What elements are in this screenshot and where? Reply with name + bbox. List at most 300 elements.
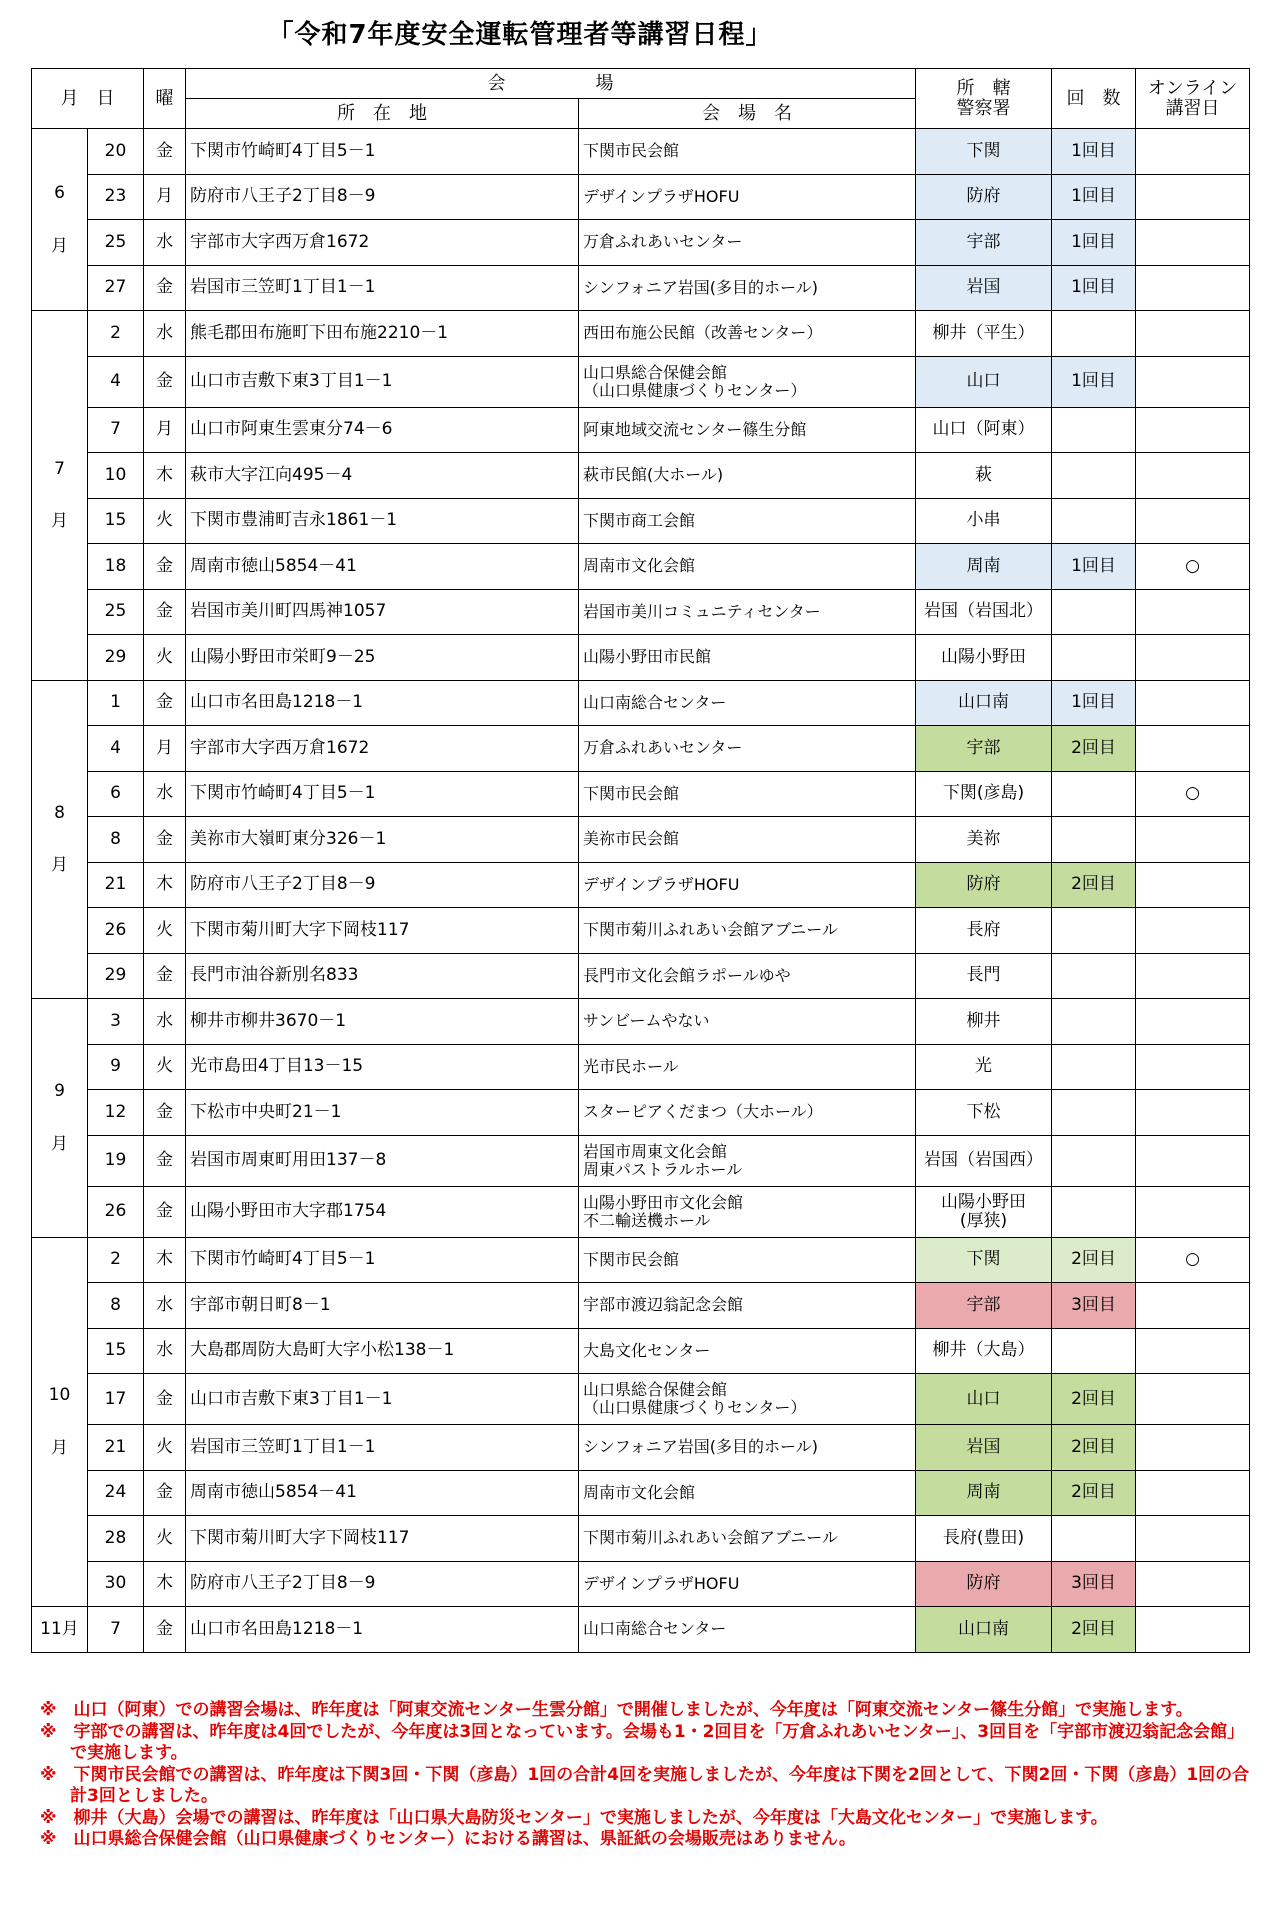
online-cell xyxy=(1136,953,1250,999)
station-line: 宇部 xyxy=(966,737,1001,758)
day-cell: 15 xyxy=(88,498,144,544)
weekday-cell: 金 xyxy=(144,953,186,999)
station-line: 周南 xyxy=(966,555,1001,576)
address-header: 所 在 地 xyxy=(186,99,579,129)
station-cell xyxy=(916,407,1052,453)
count-cell xyxy=(1052,953,1136,999)
count-cell xyxy=(1052,908,1136,954)
table-row xyxy=(32,1186,1250,1237)
station-line: 防府 xyxy=(966,1573,1001,1594)
venue-cell xyxy=(579,1328,916,1374)
venue-cell xyxy=(579,1283,916,1329)
venue-cell xyxy=(579,1237,916,1283)
venue-line: 山口県総合保健会館 xyxy=(583,1380,728,1400)
station-cell xyxy=(916,999,1052,1045)
day-cell: 29 xyxy=(88,953,144,999)
month-label: 9 xyxy=(54,1081,65,1102)
day-cell: 26 xyxy=(88,1186,144,1237)
station-line: 長府(豊田) xyxy=(942,1527,1025,1548)
station-cell xyxy=(916,1237,1052,1283)
table-header xyxy=(32,69,1250,129)
day-cell: 3 xyxy=(88,999,144,1045)
day-cell: 2 xyxy=(88,1237,144,1283)
station-line: 柳井 xyxy=(966,1010,1001,1031)
station-line: 防府 xyxy=(966,186,1001,207)
table-row xyxy=(32,635,1250,681)
station-cell xyxy=(916,817,1052,863)
online-cell xyxy=(1136,1425,1250,1471)
venue-line: （山口県健康づくりセンター） xyxy=(583,380,807,400)
address-cell: 山陽小野田市栄町9－25 xyxy=(186,635,579,681)
count-cell: 3回目 xyxy=(1052,1561,1136,1607)
month-cell xyxy=(32,311,88,681)
count-cell: 1回目 xyxy=(1052,356,1136,407)
venue-line: 周南市文化会館 xyxy=(583,1482,696,1502)
station-cell xyxy=(916,1561,1052,1607)
venue-cell xyxy=(579,680,916,726)
month-day-header: 月 日 xyxy=(32,69,144,129)
venue-line: スターピアくだまつ（大ホール） xyxy=(583,1102,823,1122)
weekday-cell: 金 xyxy=(144,1374,186,1425)
table-row xyxy=(32,220,1250,266)
address-cell: 大島郡周防大島町大字小松138－1 xyxy=(186,1328,579,1374)
month-cell xyxy=(32,680,88,999)
station-cell xyxy=(916,1607,1052,1653)
table-row xyxy=(32,1328,1250,1374)
count-cell: 2回目 xyxy=(1052,1607,1136,1653)
weekday-cell: 金 xyxy=(144,1186,186,1237)
venue-line: 萩市民館(大ホール) xyxy=(583,465,724,485)
venue-cell xyxy=(579,953,916,999)
venue-name-header: 会 場 名 xyxy=(579,99,916,129)
venue-line: 万倉ふれあいセンター xyxy=(583,232,743,252)
venue-cell xyxy=(579,1607,916,1653)
weekday-cell: 金 xyxy=(144,680,186,726)
address-cell: 下関市竹崎町4丁目5－1 xyxy=(186,771,579,817)
month-label: 月 xyxy=(51,855,68,876)
table-row xyxy=(32,862,1250,908)
weekday-cell: 月 xyxy=(144,407,186,453)
day-cell: 25 xyxy=(88,220,144,266)
day-cell: 24 xyxy=(88,1470,144,1516)
venue-line: サンビームやない xyxy=(583,1011,710,1031)
venue-line: 長門市文化会館ラポールゆや xyxy=(583,965,791,985)
count-cell xyxy=(1052,1135,1136,1186)
address-cell: 柳井市柳井3670－1 xyxy=(186,999,579,1045)
note-item: ※ 山口県総合保健会館（山口県健康づくりセンター）における講習は、県証紙の会場販売はありません。 xyxy=(40,1829,856,1850)
weekday-cell: 金 xyxy=(144,1135,186,1186)
weekday-cell: 火 xyxy=(144,1044,186,1090)
venue-line: 下関市菊川ふれあい会館アブニール xyxy=(583,1528,838,1548)
station-line: 防府 xyxy=(966,874,1001,895)
table-row xyxy=(32,1374,1250,1425)
venue-cell xyxy=(579,908,916,954)
count-cell xyxy=(1052,999,1136,1045)
venue-cell xyxy=(579,1186,916,1237)
table-row xyxy=(32,680,1250,726)
day-cell: 4 xyxy=(88,356,144,407)
day-cell: 23 xyxy=(88,174,144,220)
online-cell xyxy=(1136,999,1250,1045)
table-body xyxy=(32,129,1250,1653)
address-cell: 山口市吉敷下東3丁目1－1 xyxy=(186,356,579,407)
station-line: 下関 xyxy=(966,140,1001,161)
count-cell: 2回目 xyxy=(1052,1425,1136,1471)
venue-line: 不二輸送機ホール xyxy=(583,1210,711,1230)
month-label: 7 xyxy=(54,458,65,479)
day-cell: 29 xyxy=(88,635,144,681)
weekday-cell: 火 xyxy=(144,908,186,954)
online-cell xyxy=(1136,862,1250,908)
weekday-cell: 水 xyxy=(144,1328,186,1374)
count-cell xyxy=(1052,498,1136,544)
venue-line: 周南市文化会館 xyxy=(583,556,696,576)
day-cell: 21 xyxy=(88,862,144,908)
online-cell xyxy=(1136,1516,1250,1562)
station-line: 光 xyxy=(975,1056,992,1077)
station-cell xyxy=(916,1186,1052,1237)
online-cell xyxy=(1136,356,1250,407)
online-cell xyxy=(1136,817,1250,863)
station-cell xyxy=(916,265,1052,311)
month-cell xyxy=(32,999,88,1238)
online-cell xyxy=(1136,220,1250,266)
table-row xyxy=(32,1561,1250,1607)
weekday-cell: 木 xyxy=(144,862,186,908)
weekday-cell: 金 xyxy=(144,1470,186,1516)
venue-line: 宇部市渡辺翁記念会館 xyxy=(583,1295,744,1315)
station-cell xyxy=(916,953,1052,999)
count-cell xyxy=(1052,453,1136,499)
venue-line: シンフォニア岩国(多目的ホール) xyxy=(583,277,818,297)
notes-section xyxy=(40,1700,1250,1851)
weekday-cell: 金 xyxy=(144,544,186,590)
venue-cell xyxy=(579,726,916,772)
count-cell xyxy=(1052,589,1136,635)
weekday-cell: 金 xyxy=(144,129,186,175)
venue-line: 岩国市美川コミュニティセンター xyxy=(583,601,821,621)
venue-cell xyxy=(579,1135,916,1186)
station-line: (厚狭) xyxy=(959,1210,1008,1231)
table-row xyxy=(32,1237,1250,1283)
address-cell: 岩国市周東町用田137－8 xyxy=(186,1135,579,1186)
address-cell: 防府市八王子2丁目8－9 xyxy=(186,1561,579,1607)
address-cell: 熊毛郡田布施町下田布施2210－1 xyxy=(186,311,579,357)
address-cell: 萩市大字江向495－4 xyxy=(186,453,579,499)
station-cell xyxy=(916,680,1052,726)
address-cell: 周南市徳山5854－41 xyxy=(186,1470,579,1516)
station-line: 柳井（平生） xyxy=(932,322,1035,343)
count-cell: 2回目 xyxy=(1052,862,1136,908)
venue-cell xyxy=(579,1090,916,1136)
venue-line: 万倉ふれあいセンター xyxy=(583,738,743,758)
address-cell: 下関市菊川町大字下岡枝117 xyxy=(186,1516,579,1562)
day-cell: 8 xyxy=(88,817,144,863)
table-row xyxy=(32,1470,1250,1516)
count-cell xyxy=(1052,1328,1136,1374)
weekday-cell: 火 xyxy=(144,498,186,544)
count-cell xyxy=(1052,635,1136,681)
table-row xyxy=(32,1044,1250,1090)
weekday-cell: 木 xyxy=(144,1561,186,1607)
day-cell: 19 xyxy=(88,1135,144,1186)
venue-line: 下関市民会館 xyxy=(583,783,680,803)
address-cell: 岩国市三笠町1丁目1－1 xyxy=(186,265,579,311)
day-cell: 21 xyxy=(88,1425,144,1471)
count-cell xyxy=(1052,311,1136,357)
table-row xyxy=(32,999,1250,1045)
day-cell: 8 xyxy=(88,1283,144,1329)
online-cell xyxy=(1136,1328,1250,1374)
station-line: 山陽小野田 xyxy=(941,1191,1026,1212)
station-cell xyxy=(916,1470,1052,1516)
station-line: 長府 xyxy=(966,919,1001,940)
address-cell: 山陽小野田市大字郡1754 xyxy=(186,1186,579,1237)
venue-cell xyxy=(579,1470,916,1516)
station-line: 小串 xyxy=(966,510,1001,531)
station-cell xyxy=(916,726,1052,772)
online-cell xyxy=(1136,498,1250,544)
venue-cell xyxy=(579,1561,916,1607)
count-cell xyxy=(1052,817,1136,863)
day-cell: 25 xyxy=(88,589,144,635)
note-item: ※ 山口（阿東）での講習会場は、昨年度は「阿東交流センター生雲分館」で開催しましたが、今年度は「阿東交流センター篠生分館」で実施します。 xyxy=(40,1700,1193,1720)
online-cell xyxy=(1136,453,1250,499)
venue-line: 山口南総合センター xyxy=(583,1619,727,1639)
count-cell: 3回目 xyxy=(1052,1283,1136,1329)
venue-cell xyxy=(579,1425,916,1471)
count-cell: 2回目 xyxy=(1052,1237,1136,1283)
venue-line: デザインプラザHOFU xyxy=(583,1573,740,1593)
venue-line: 西田布施公民館（改善センター） xyxy=(583,323,823,343)
venue-cell xyxy=(579,1516,916,1562)
station-cell xyxy=(916,1374,1052,1425)
station-cell xyxy=(916,311,1052,357)
count-cell: 1回目 xyxy=(1052,265,1136,311)
station-line: 山口（阿東） xyxy=(932,419,1035,440)
count-cell: 2回目 xyxy=(1052,1374,1136,1425)
venue-line: 山口県総合保健会館 xyxy=(583,362,728,382)
address-cell: 防府市八王子2丁目8－9 xyxy=(186,862,579,908)
venue-cell xyxy=(579,129,916,175)
weekday-cell: 水 xyxy=(144,311,186,357)
day-cell: 17 xyxy=(88,1374,144,1425)
count-header: 回 数 xyxy=(1052,69,1136,129)
venue-line: （山口県健康づくりセンター） xyxy=(583,1398,807,1417)
venue-cell xyxy=(579,311,916,357)
table-row xyxy=(32,544,1250,590)
day-cell: 10 xyxy=(88,453,144,499)
count-cell: 2回目 xyxy=(1052,726,1136,772)
station-line: 山陽小野田 xyxy=(941,646,1026,667)
month-label: 8 xyxy=(54,802,65,823)
table-row xyxy=(32,129,1250,175)
station-line: 下松 xyxy=(966,1101,1001,1122)
station-line: 下関 xyxy=(966,1249,1001,1270)
count-cell xyxy=(1052,1090,1136,1136)
station-line: 岩国（岩国北） xyxy=(924,601,1043,622)
venue-cell xyxy=(579,635,916,681)
table-row xyxy=(32,498,1250,544)
venue-line: 周東パストラルホール xyxy=(583,1159,743,1179)
weekday-cell: 水 xyxy=(144,771,186,817)
address-cell: 防府市八王子2丁目8－9 xyxy=(186,174,579,220)
day-cell: 4 xyxy=(88,726,144,772)
table-row xyxy=(32,817,1250,863)
venue-cell xyxy=(579,265,916,311)
venue-line: 美祢市民会館 xyxy=(583,829,680,849)
venue-line: 山陽小野田市民館 xyxy=(583,647,712,667)
address-cell: 岩国市三笠町1丁目1－1 xyxy=(186,1425,579,1471)
online-cell xyxy=(1136,1374,1250,1425)
address-cell: 下関市竹崎町4丁目5－1 xyxy=(186,1237,579,1283)
address-cell: 宇部市大字西万倉1672 xyxy=(186,220,579,266)
day-cell: 1 xyxy=(88,680,144,726)
address-cell: 宇部市大字西万倉1672 xyxy=(186,726,579,772)
table-row xyxy=(32,1425,1250,1471)
dow-header: 曜 xyxy=(144,69,186,129)
table-row xyxy=(32,1607,1250,1653)
table-row xyxy=(32,1516,1250,1562)
station-line: 宇部 xyxy=(966,231,1001,252)
weekday-cell: 金 xyxy=(144,1090,186,1136)
table-row xyxy=(32,953,1250,999)
station-line: 宇部 xyxy=(966,1294,1001,1315)
weekday-cell: 金 xyxy=(144,817,186,863)
station-line: 長門 xyxy=(966,965,1001,986)
count-cell: 1回目 xyxy=(1052,174,1136,220)
month-cell xyxy=(32,1237,88,1607)
venue-line: デザインプラザHOFU xyxy=(583,186,740,206)
station-cell xyxy=(916,1135,1052,1186)
day-cell: 7 xyxy=(88,1607,144,1653)
station-line: 山口 xyxy=(966,371,1001,392)
day-cell: 30 xyxy=(88,1561,144,1607)
venue-line: 下関市菊川ふれあい会館アブニール xyxy=(583,920,838,940)
weekday-cell: 水 xyxy=(144,220,186,266)
table-row xyxy=(32,1135,1250,1186)
online-cell xyxy=(1136,311,1250,357)
table-row xyxy=(32,726,1250,772)
station-cell xyxy=(916,1090,1052,1136)
month-cell xyxy=(32,1607,88,1653)
count-cell: 1回目 xyxy=(1052,680,1136,726)
weekday-cell: 水 xyxy=(144,1283,186,1329)
note-item: ※ 宇部での講習は、昨年度は4回でしたが、今年度は3回となっています。会場も1・2回目を「万倉ふれあいセンター」、3回目を「宇部市渡辺翁記念会館」で実施します。 xyxy=(40,1721,1245,1764)
venue-line: 光市民ホール xyxy=(583,1056,679,1076)
day-cell: 9 xyxy=(88,1044,144,1090)
online-cell xyxy=(1136,174,1250,220)
address-cell: 山口市名田島1218－1 xyxy=(186,680,579,726)
online-cell xyxy=(1136,1607,1250,1653)
address-cell: 山口市阿東生雲東分74－6 xyxy=(186,407,579,453)
month-cell xyxy=(32,129,88,311)
station-line: 山口南 xyxy=(958,1618,1009,1639)
station-line: 下関(彦島) xyxy=(942,783,1025,804)
online-cell xyxy=(1136,1470,1250,1516)
day-cell: 26 xyxy=(88,908,144,954)
weekday-cell: 金 xyxy=(144,265,186,311)
venue-line: 下関市民会館 xyxy=(583,1249,680,1269)
station-line: 岩国（岩国西） xyxy=(924,1150,1043,1171)
online-header: オンライン 講習日 xyxy=(1136,69,1250,129)
station-cell xyxy=(916,356,1052,407)
day-cell: 2 xyxy=(88,311,144,357)
address-cell: 山口市吉敷下東3丁目1－1 xyxy=(186,1374,579,1425)
station-cell xyxy=(916,220,1052,266)
weekday-cell: 月 xyxy=(144,174,186,220)
day-cell: 20 xyxy=(88,129,144,175)
venue-cell xyxy=(579,1044,916,1090)
online-cell xyxy=(1136,635,1250,681)
venue-cell xyxy=(579,1374,916,1425)
address-cell: 美祢市大嶺町東分326－1 xyxy=(186,817,579,863)
station-cell xyxy=(916,1328,1052,1374)
venue-line: 下関市商工会館 xyxy=(583,510,696,530)
count-cell xyxy=(1052,1186,1136,1237)
venue-cell xyxy=(579,453,916,499)
online-cell: ○ xyxy=(1136,1237,1250,1283)
online-cell xyxy=(1136,680,1250,726)
weekday-cell: 水 xyxy=(144,999,186,1045)
month-label: 月 xyxy=(51,235,68,256)
venue-cell xyxy=(579,498,916,544)
weekday-cell: 金 xyxy=(144,1607,186,1653)
station-cell xyxy=(916,174,1052,220)
address-cell: 周南市徳山5854－41 xyxy=(186,544,579,590)
count-cell xyxy=(1052,1044,1136,1090)
station-header: 所 轄 警察署 xyxy=(916,69,1052,129)
station-line: 山口 xyxy=(966,1388,1001,1409)
month-label: 6 xyxy=(54,182,65,203)
weekday-cell: 木 xyxy=(144,1237,186,1283)
day-cell: 28 xyxy=(88,1516,144,1562)
station-line: 岩国 xyxy=(966,277,1001,298)
table-row xyxy=(32,453,1250,499)
count-cell: 1回目 xyxy=(1052,129,1136,175)
address-cell: 下関市菊川町大字下岡枝117 xyxy=(186,908,579,954)
venue-cell xyxy=(579,174,916,220)
day-cell: 7 xyxy=(88,407,144,453)
station-cell xyxy=(916,908,1052,954)
venue-group-header: 会 場 xyxy=(186,69,916,99)
online-cell xyxy=(1136,1561,1250,1607)
station-line: 山口南 xyxy=(958,692,1009,713)
day-cell: 18 xyxy=(88,544,144,590)
venue-cell xyxy=(579,862,916,908)
table-row xyxy=(32,311,1250,357)
weekday-cell: 火 xyxy=(144,635,186,681)
online-cell: ○ xyxy=(1136,544,1250,590)
table-row xyxy=(32,589,1250,635)
station-cell xyxy=(916,862,1052,908)
count-cell: 1回目 xyxy=(1052,220,1136,266)
online-cell xyxy=(1136,265,1250,311)
venue-line: シンフォニア岩国(多目的ホール) xyxy=(583,1437,818,1457)
venue-cell xyxy=(579,589,916,635)
weekday-cell: 火 xyxy=(144,1516,186,1562)
station-cell xyxy=(916,1516,1052,1562)
online-cell xyxy=(1136,1044,1250,1090)
venue-cell xyxy=(579,407,916,453)
station-cell xyxy=(916,1425,1052,1471)
table-row xyxy=(32,908,1250,954)
online-cell xyxy=(1136,1090,1250,1136)
online-cell xyxy=(1136,1186,1250,1237)
month-label: 11月 xyxy=(40,1618,79,1639)
station-cell xyxy=(916,1044,1052,1090)
address-cell: 宇部市朝日町8－1 xyxy=(186,1283,579,1329)
